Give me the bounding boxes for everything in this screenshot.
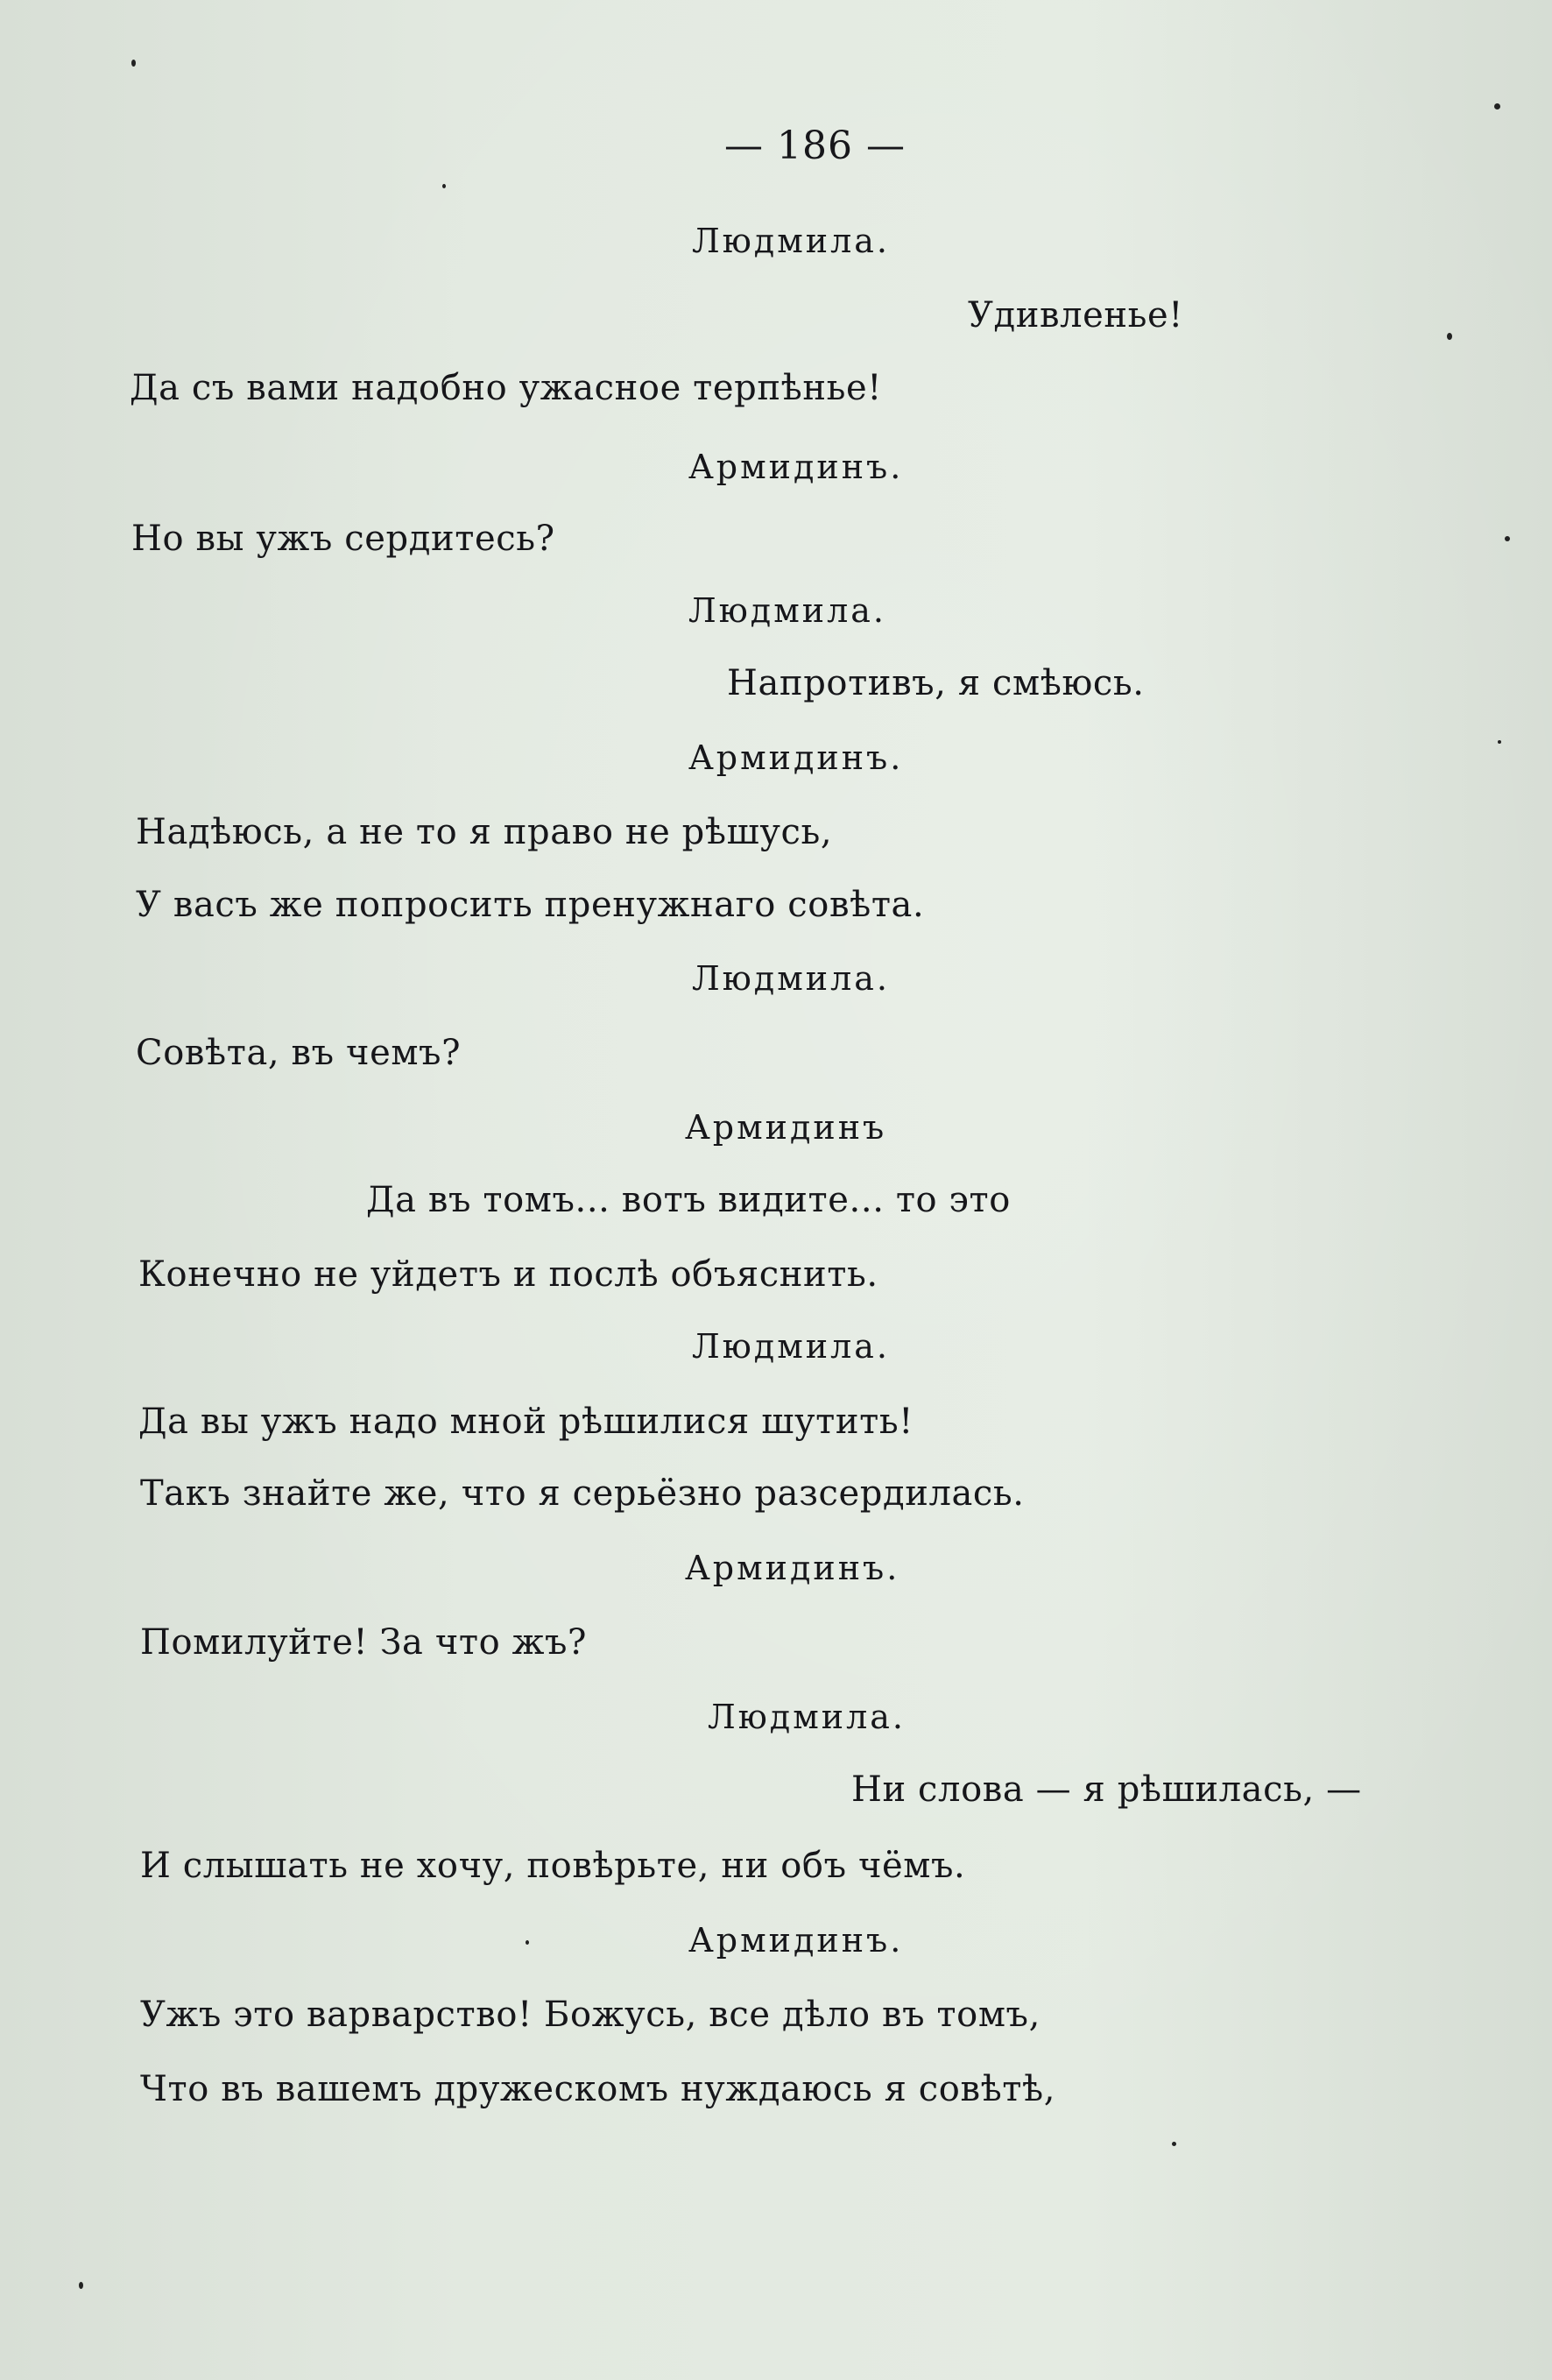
speaker-name: Людмила. <box>692 222 890 260</box>
page-number: — 186 — <box>724 124 906 168</box>
scan-speck <box>1172 2142 1176 2146</box>
verse-line: Да въ томъ... вотъ видите... то это <box>366 1180 1011 1220</box>
verse-line: Но вы ужъ сердитесь? <box>131 519 555 559</box>
scan-speck <box>79 2282 83 2289</box>
speaker-name: Людмила. <box>688 591 886 630</box>
verse-line: И слышать не хочу, повѣрьте, ни объ чёмъ. <box>140 1846 966 1886</box>
verse-line: Ни слова — я рѣшилась, — <box>851 1769 1362 1810</box>
verse-line: Ужъ это варварство! Божусь, все дѣло въ томъ, <box>140 1995 1041 2035</box>
speaker-name: Людмила. <box>692 1327 890 1366</box>
verse-line: Такъ знайте же, что я серьёзно разсердилась. <box>140 1473 1025 1514</box>
verse-line: Да вы ужъ надо мной рѣшилися шутить! <box>138 1402 914 1442</box>
scan-speck <box>1498 740 1501 744</box>
verse-line: Совѣта, въ чемъ? <box>136 1033 462 1073</box>
scan-speck <box>526 1940 529 1945</box>
speaker-name: Армидинъ <box>685 1108 887 1147</box>
speaker-name: Людмила. <box>692 959 890 998</box>
verse-line: Что въ вашемъ дружескомъ нуждаюсь я совѣтѣ, <box>140 2069 1056 2109</box>
speaker-name: Армидинъ. <box>688 448 904 486</box>
scan-speck <box>1505 536 1510 541</box>
verse-line: Напротивъ, я смѣюсь. <box>727 663 1145 703</box>
scan-speck <box>131 60 136 67</box>
verse-line: У васъ же попросить пренужнаго совѣта. <box>136 885 925 925</box>
speaker-name: Армидинъ. <box>688 1921 904 1960</box>
verse-line: Помилуйте! За что жъ? <box>140 1622 588 1663</box>
verse-line: Конечно не уйдетъ и послѣ объяснить. <box>138 1254 878 1295</box>
verse-line: Да съ вами надобно ужасное терпѣнье! <box>130 368 882 408</box>
verse-line: Удивленье! <box>968 295 1183 335</box>
verse-line: Надѣюсь, а не то я право не рѣшусь, <box>136 812 833 852</box>
speaker-name: Армидинъ. <box>685 1549 900 1587</box>
speaker-name: Людмила. <box>708 1698 906 1736</box>
scan-speck <box>442 184 446 188</box>
scan-speck <box>1494 103 1500 109</box>
scan-speck <box>1447 333 1452 340</box>
speaker-name: Армидинъ. <box>688 738 904 777</box>
